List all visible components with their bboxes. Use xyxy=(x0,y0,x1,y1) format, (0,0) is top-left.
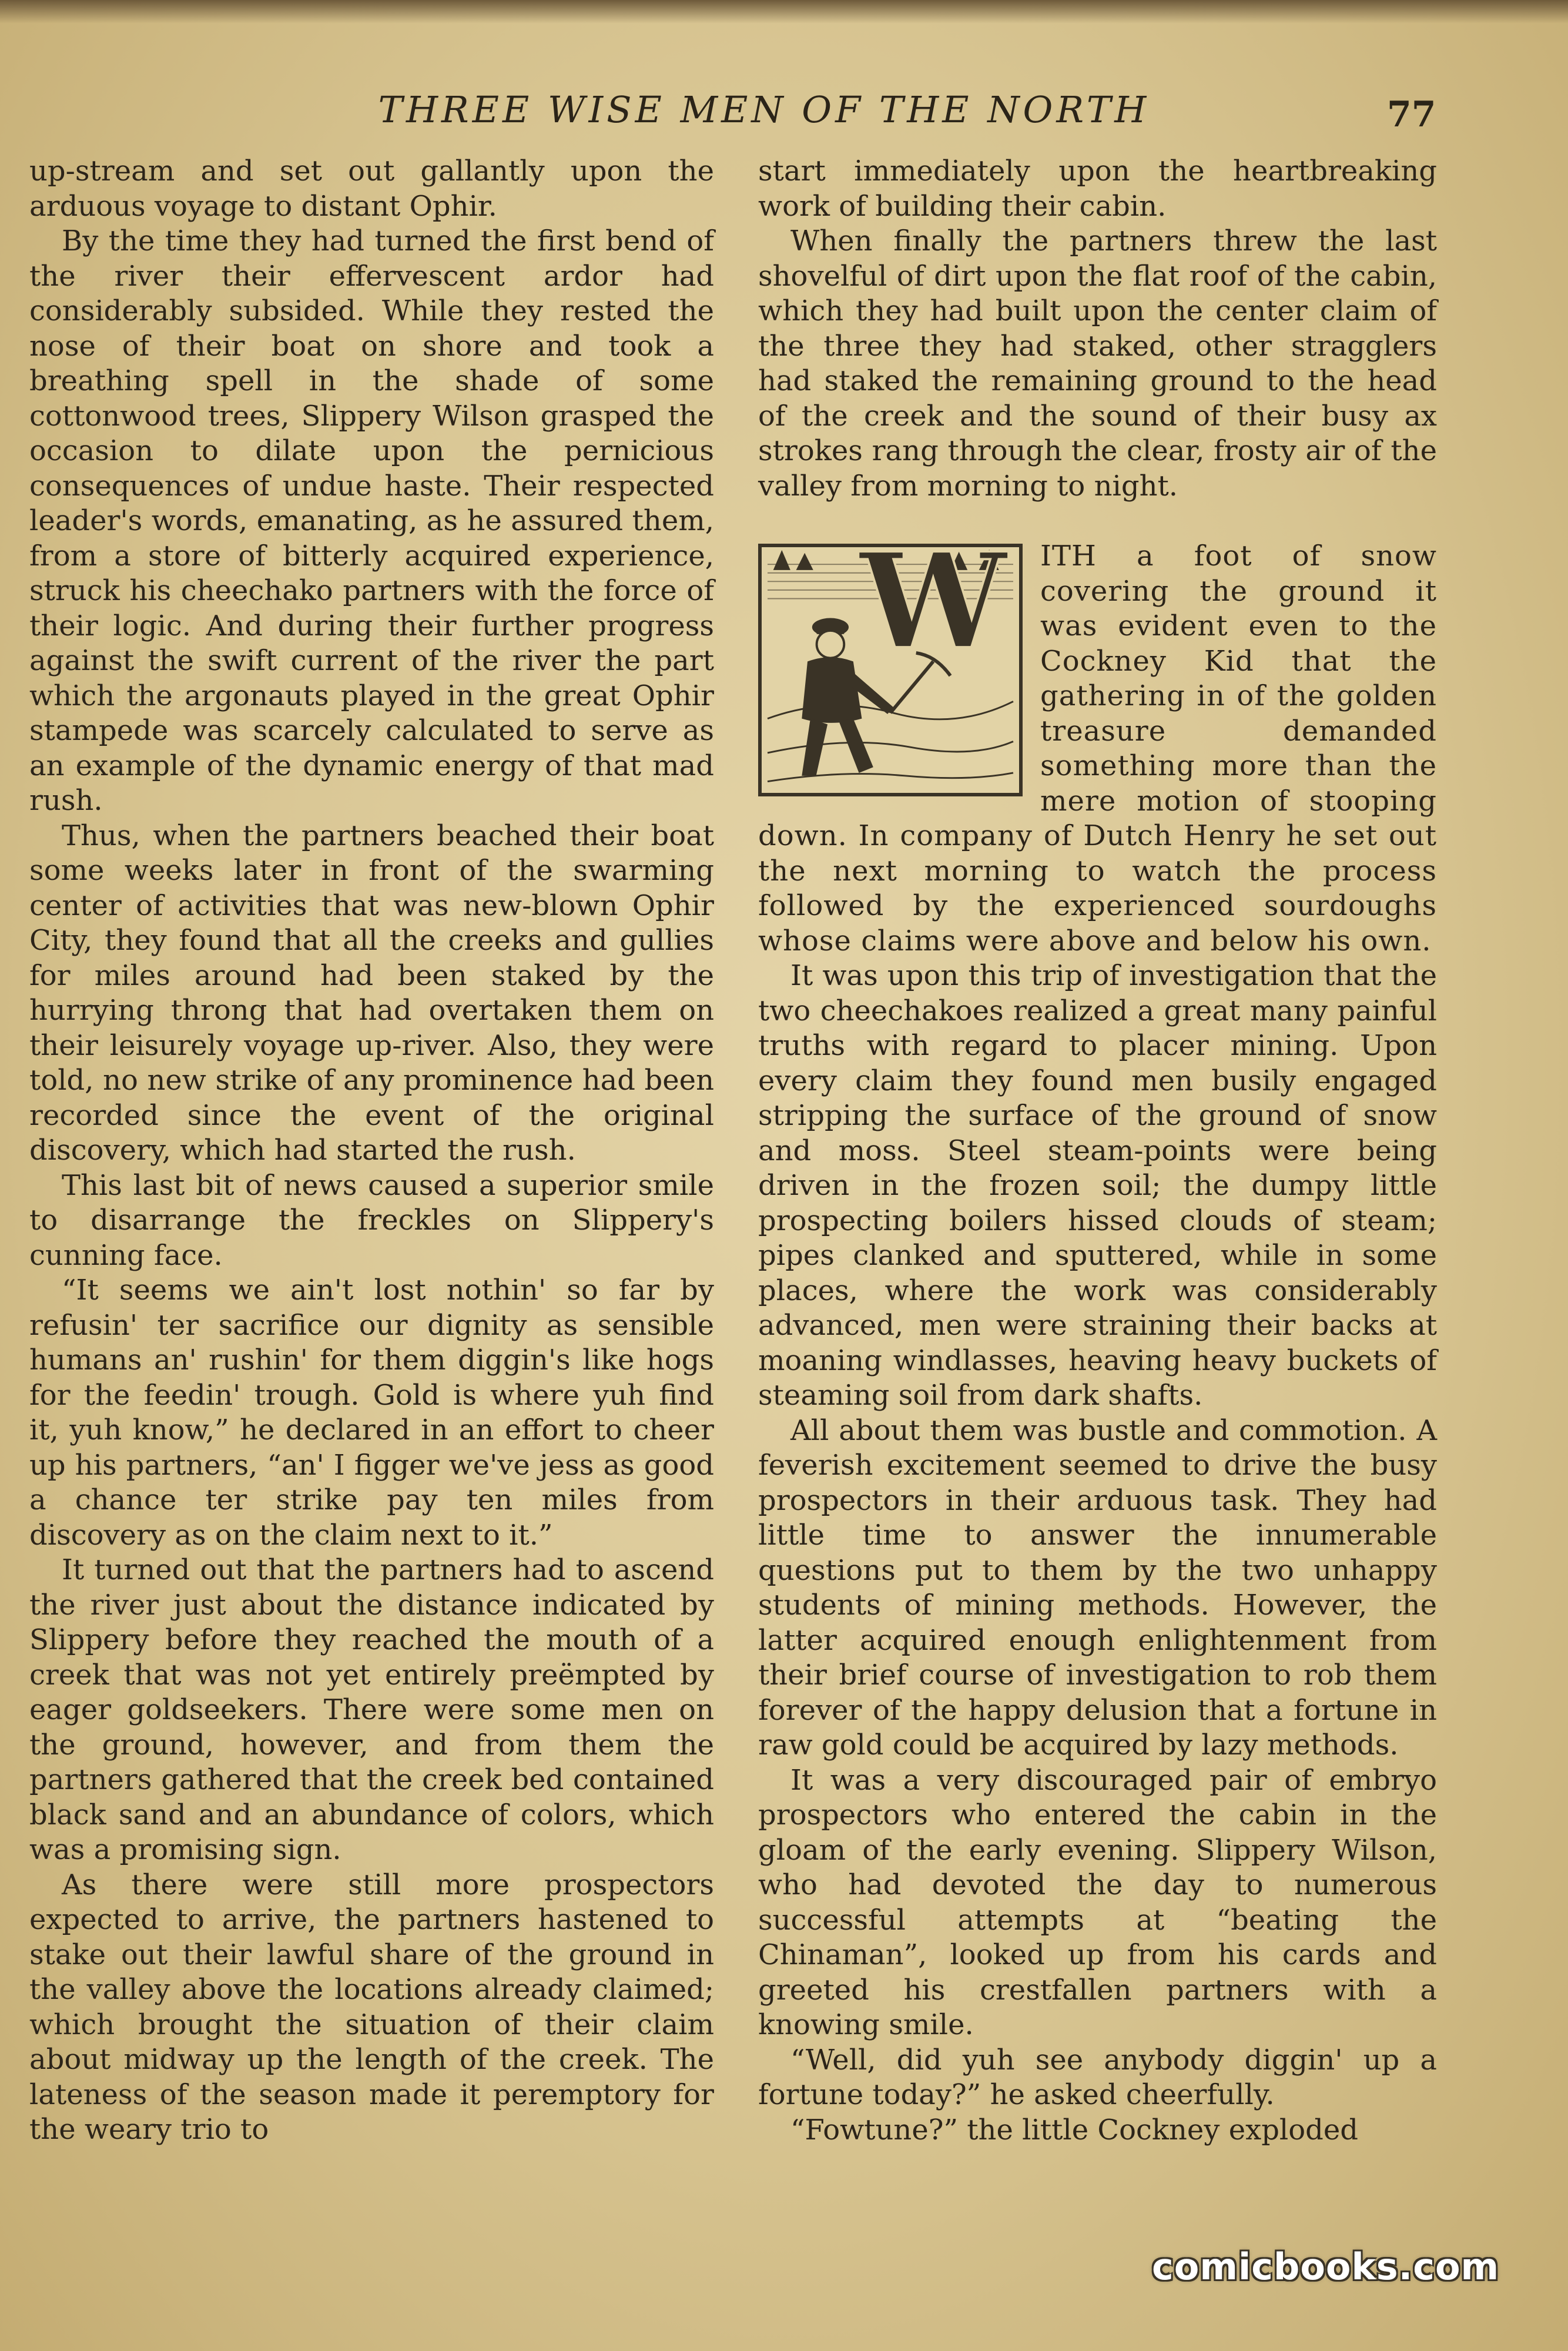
running-title: THREE WISE MEN OF THE NORTH xyxy=(378,88,1150,131)
paragraph: As there were still more prospectors expected to arrive, the partners hastened to stake out their lawful share of the ground in the valley above the locations already claimed; which brought the situation of their claim about midway up the length of the creek. The lateness of the season made it peremptory for the weary trio to xyxy=(29,1868,714,2146)
miner-illustration xyxy=(762,547,1019,793)
page-edge-shadow xyxy=(0,0,1568,24)
paragraph: It was upon this trip of investigation that the two cheechakoes realized a great many painful truths with regard to placer mining. Upon every claim they found men busily engaged stripping the surface of the ground of snow and moss. Steel steam-points were being driven in the frozen soil; the dumpy little prospecting boilers hissed clouds of steam; pipes clanked and sputtered, while in some places, where the work was considerably advanced, men were straining their backs at moaning windlasses, heaving heavy buckets of steaming soil from dark shafts. xyxy=(758,959,1437,1412)
source-watermark: comicbooks.com xyxy=(1152,2245,1500,2288)
paragraph: “Well, did yuh see anybody diggin' up a fortune today?” he asked cheerfully. xyxy=(758,2043,1437,2111)
paragraph: It was a very discouraged pair of embryo prospectors who entered the cabin in the gloam of the early evening. Slippery Wilson, who had devoted the day to numerous successful attempts at “beating the Chinaman”, looked up from his cards and greeted his crestfallen partners with a knowing smile. xyxy=(758,1763,1437,2041)
paragraph: Thus, when the partners beached their boat some weeks later in front of the swarming center of activities that was new-blown Ophir City, they found that all the creeks and gullies for miles around had been staked by the hurrying throng that had overtaken them on their leisurely voyage up-river. Also, they were told, no new strike of any prominence had been recorded since the event of the original discovery, which had started the rush. xyxy=(29,819,714,1167)
page-number: 77 xyxy=(1387,94,1436,135)
paragraph: All about them was bustle and commotion. A feverish excitement seemed to drive the busy prospectors in their arduous task. They had little time to answer the innumerable questions put to them by the two unhappy students of mining methods. However, the latter acquired enough enlightenment from their brief course of investigation to rob them forever of the happy delusion that a fortune in raw gold could be acquired by lazy methods. xyxy=(758,1414,1437,1761)
paragraph: up-stream and set out gallantly upon the arduous voyage to distant Ophir. xyxy=(29,155,714,223)
paragraph: It turned out that the partners had to ascend the river just about the distance indicated by Slippery before they reached the mouth of a creek that was not yet entirely preëmpted by eager goldseekers. There were some men on the ground, however, and from them the partners gathered that the creek bed contained black sand and an abundance of colors, which was a promising sign. xyxy=(29,1553,714,1866)
left-column xyxy=(29,154,714,2148)
dropcap-paragraph xyxy=(758,539,1437,959)
dropcap-paragraph-text: ITH a foot of snow covering the ground it was evident even to the Cockney Kid that the gathering in of the golden treasure demanded something more than the mere motion of stooping down. In company of Dutch Henry he set out the next morning to watch the process followed by the experienced sourdoughs whose claims were above and below his own. xyxy=(758,540,1437,957)
paragraph: By the time they had turned the first bend of the river their effervescent ardor had considerably subsided. While they rested the nose of their boat on shore and took a breathing spell in the shade of some cottonwood trees, Slippery Wilson grasped the occasion to dilate upon the pernicious consequences of undue haste. Their respected leader's words, emanating, as he assured them, from a store of bitterly acquired experience, struck his cheechako partners with the force of their logic. And during their further progress against the swift current of the river the part which the argonauts played in the great Ophir stampede was scarcely calculated to serve as an example of the dynamic energy of that mad rush. xyxy=(29,225,714,817)
paragraph: When finally the partners threw the last shovelful of dirt upon the flat roof of the cabin, which they had built upon the center claim of the three they had staked, other stragglers had staked the remaining ground to the head of the creek and the sound of their busy ax strokes rang through the clear, frosty air of the valley from morning to night. xyxy=(758,225,1437,503)
dropcap-illustration xyxy=(758,544,1023,796)
dropcap-letter: W xyxy=(859,547,1007,679)
paragraph: “Fowtune?” the little Cockney exploded xyxy=(790,2113,1359,2146)
paragraph: “It seems we ain't lost nothin' so far by refusin' ter sacrifice our dignity as sensible humans an' rushin' for them diggin's like hogs for the feedin' trough. Gold is where yuh find it, yuh know,” he declared in an effort to cheer up his partners, “an' I figger we've jess as good a chance ter strike pay ten miles from discovery as on the claim next to it.” xyxy=(29,1274,714,1552)
paragraph: This last bit of news caused a superior smile to disarrange the freckles on Slippery's cunning face. xyxy=(29,1168,714,1272)
paragraph: start immediately upon the heartbreaking work of building their cabin. xyxy=(758,155,1437,223)
right-column xyxy=(758,154,1437,2148)
